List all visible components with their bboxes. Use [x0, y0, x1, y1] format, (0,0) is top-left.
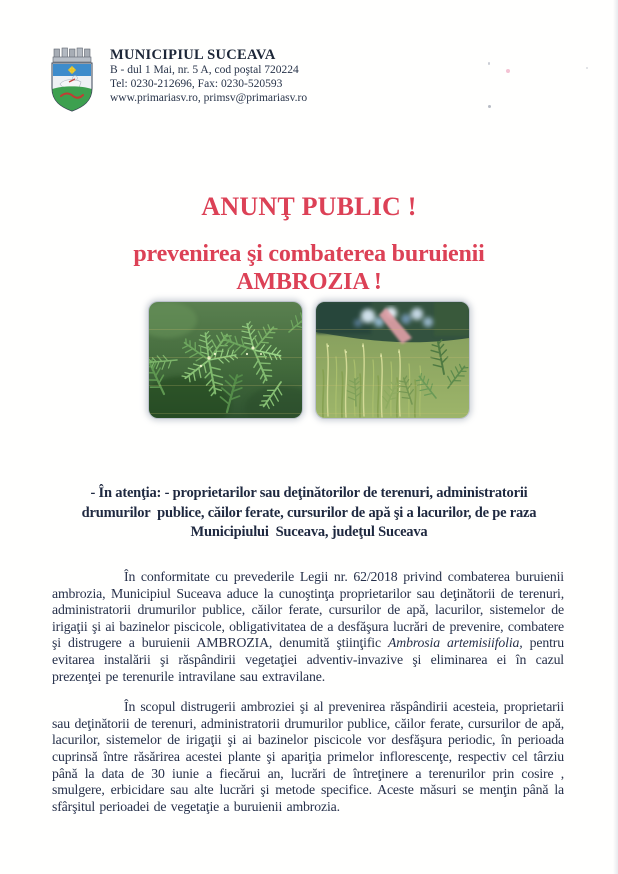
- announcement-title: ANUNŢ PUBLIC !: [201, 192, 417, 221]
- notice-line-1: - În atenţia: - proprietarilor sau deţinătorilor de terenuri, administratorii: [90, 485, 528, 501]
- letterhead-text: [110, 46, 307, 105]
- website-email-line: www.primariasv.ro, primsv@primariasv.ro: [110, 92, 308, 104]
- paragraph-legal-basis: [52, 569, 564, 685]
- ambrozia-closeup-image: [149, 302, 302, 418]
- paragraph-obligations: În scopul distrugerii ambroziei şi al prevenirea răspândirii acesteia, proprietarii sau deţinătorii de terenuri, administratorii drumurilor publice, căilor ferate, cursurilor de apă, lacurilor, sistemelor de irigaţii şi ai bazinelor piscicole vor desfăşura periodic, în perioada cuprinsă între răsărirea acestei plante şi apariţia primelor inflorescenţe, respectiv cel târziu până la data de 30 iunie a fiecărui an, lucrări de întreţinere a terenurilor prin cosire , smulgere, erbicidare sau alte lucrări şi metode specifice. Aceste măsuri se menţin până la sfârşitul perioadei de vegetaţie a buruienii ambrozia.: [52, 699, 564, 814]
- ambrozia-closeup-photo: [149, 302, 302, 418]
- paragraph1-text-b: pentru evitarea instalării şi răspândirii vegetaţiei adventiv-invazive şi eliminarea ei în cazul prezenţei pe terenurile intravilane sau extravilane.: [52, 635, 564, 684]
- organization-name: MUNICIPIUL SUCEAVA: [110, 47, 276, 63]
- announcement-title-block: [0, 192, 618, 296]
- notice-line-2: drumurilor publice, căilor ferate, cursurilor de apă şi a lacurilor, de pe raza: [81, 504, 537, 521]
- notice-line-3: Municipiului Suceava, judeţul Suceava: [190, 524, 428, 540]
- scan-edge-shadow: [613, 0, 618, 874]
- scan-speck-dark: [488, 105, 491, 108]
- announcement-subtitle: prevenirea şi combaterea buruienii: [133, 241, 485, 267]
- scan-speck-pink: [506, 69, 510, 73]
- phone-fax-line: Tel: 0230-212696, Fax: 0230-520593: [110, 78, 283, 90]
- photo-row: [0, 302, 618, 418]
- scan-speck-grey: [488, 62, 490, 65]
- paragraph1-text-a: În conformitate cu prevederile Legii nr. 62/2018 privind combaterea buruienii ambrozia, Municipiul Suceava aduce la cunoştinţa proprietarilor sau deţinătorii de terenuri, administratorii drumurilor publice, căilor ferate, cursurilor de apă, lacurilor, sistemelor de irigaţii şi ai bazinelor piscicole, obligativitatea de a desfăşura lucrări de prevenire, combatere şi distrugere a buruienii AMBROZIA, denumită ştiinţific: [52, 569, 564, 651]
- ambrozia-field-image: [316, 302, 469, 418]
- attention-notice: [49, 484, 569, 543]
- scan-speck-faint: [586, 67, 588, 69]
- ambrozia-field-photo: [316, 302, 469, 418]
- suceava-coat-of-arms-icon: [47, 46, 97, 112]
- paragraph1-latin-name: Ambrosia artemisiifolia,: [388, 635, 523, 651]
- body-text: [52, 569, 564, 815]
- letterhead: [47, 46, 307, 112]
- announcement-subject: AMBROZIA !: [236, 269, 382, 295]
- address-line: B - dul 1 Mai, nr. 5 A, cod poştal 720224: [110, 64, 299, 76]
